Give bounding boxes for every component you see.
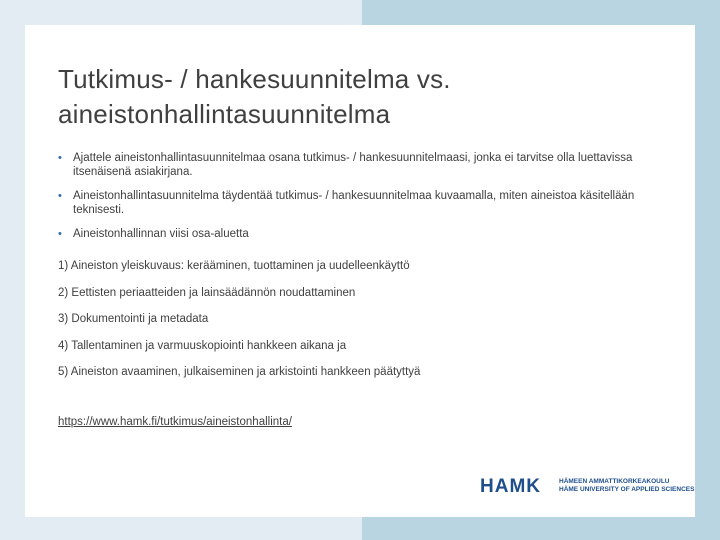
hamk-data-management-link[interactable]: https://www.hamk.fi/tutkimus/aineistonhallinta/ [58, 416, 292, 428]
bullet-item [58, 189, 658, 217]
numbered-item: 2) Eettisten periaatteiden ja lainsäädännön noudattaminen [58, 286, 356, 299]
slide-title-line-1: Tutkimus- / hankesuunnitelma vs. [58, 64, 451, 94]
bullet-icon: • [58, 152, 62, 164]
numbered-list [58, 259, 658, 392]
hamk-logo [480, 476, 695, 500]
bullet-text: Ajattele aineistonhallintasuunnitelmaa osana tutkimus- / hankesuunnitelmaasi, jonka ei tarvitse olla luettavissa itsenäisenä asiakirjana. [73, 152, 633, 178]
slide-title-line-2: aineistonhallintasuunnitelma [58, 99, 391, 129]
bullet-icon: • [58, 190, 62, 202]
numbered-item: 3) Dokumentointi ja metadata [58, 313, 209, 325]
numbered-item: 1) Aineiston yleiskuvaus: kerääminen, tuottaminen ja uudelleenkäyttö [58, 260, 410, 272]
hamk-logo-wordmark: HAMK [480, 476, 541, 497]
numbered-item: 5) Aineiston avaaminen, julkaiseminen ja arkistointi hankkeen päätyttyä [58, 366, 421, 378]
slide-title [58, 62, 678, 132]
hamk-logo-line-1: HÄMEEN AMMATTIKORKEAKOULU [559, 478, 670, 485]
bullet-icon: • [58, 228, 62, 240]
bullet-list [58, 151, 658, 251]
bullet-item [58, 151, 658, 179]
numbered-item: 4) Tallentaminen ja varmuuskopiointi hankkeen aikana ja [58, 339, 347, 352]
hamk-logo-subtitle [559, 478, 695, 494]
bullet-item [58, 227, 658, 241]
bullet-text: Aineistonhallintasuunnitelma täydentää tutkimus- / hankesuunnitelmaa kuvaamalla, miten aineistoa käsitellään teknisesti. [73, 190, 635, 216]
hamk-logo-line-2: HÄME UNIVERSITY OF APPLIED SCIENCES [559, 486, 695, 493]
slide-canvas [25, 25, 695, 517]
bullet-text: Aineistonhallinnan viisi osa-aluetta [73, 228, 249, 240]
